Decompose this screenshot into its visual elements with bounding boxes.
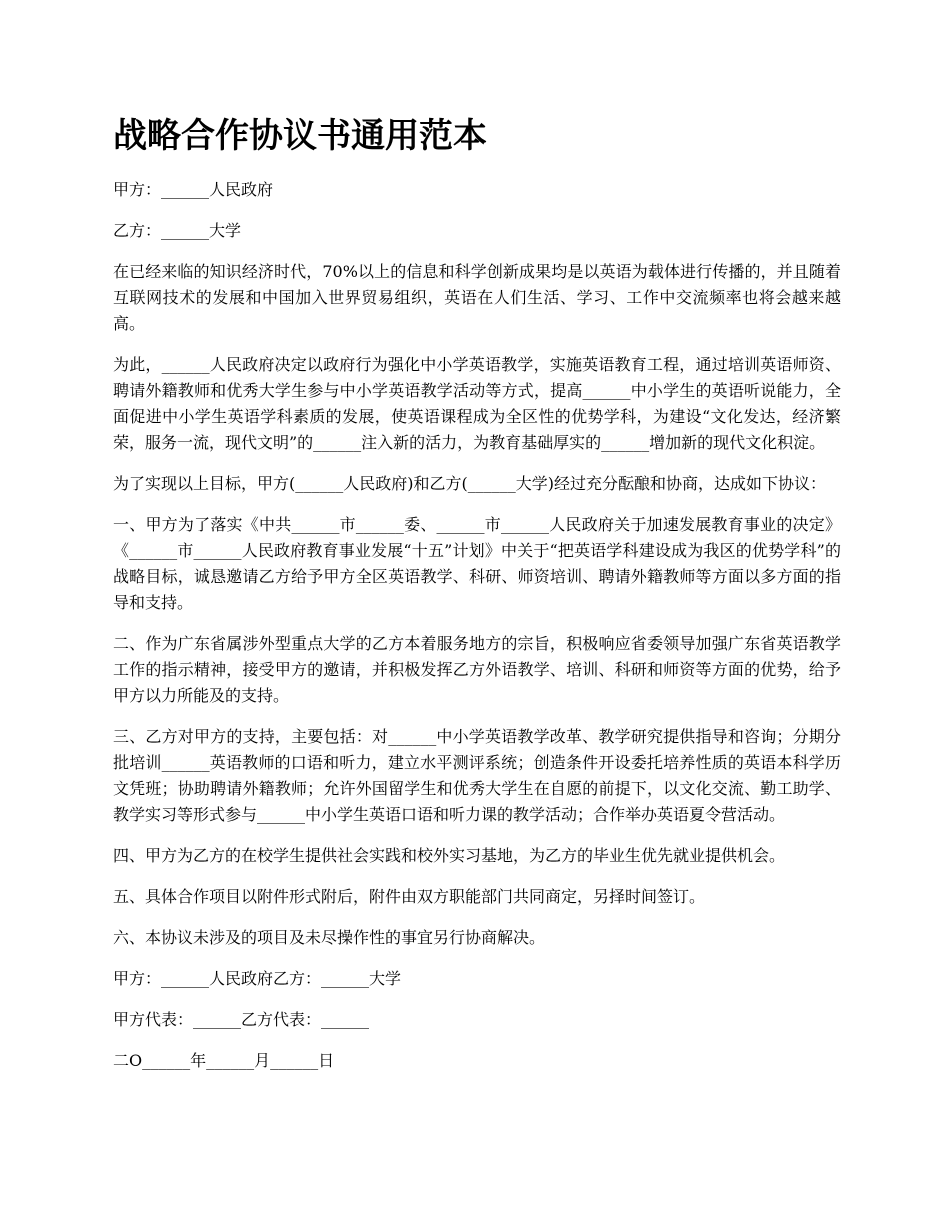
date-line: 二O______年______月______日: [113, 1051, 335, 1070]
paragraph-intro: 在已经来临的知识经济时代，70%以上的信息和科学创新成果均是以英语为载体进行传播的，并且随着互联网技术的发展和中国加入世界贸易组织，英语在人们生活、学习、工作中交流频率也将会越来越高。: [113, 262, 841, 333]
paragraph-agreement: 为了实现以上目标，甲方(______人民政府)和乙方(______大学)经过充分酝酿和协商，达成如下协议：: [113, 474, 826, 493]
clause-6: 六、本协议未涉及的项目及未尽操作性的事宜另行协商解决。: [113, 928, 546, 947]
clause-1: 一、甲方为了落实《中共______市______委、______市______人民政府关于加速发展教育事业的决定》《______市______人民政府教育事业发展“十五”计划》中关于“把英语学科建设成为我区的优势学科”的战略目标，诚恳邀请乙方给予甲方全区英语教学、科研、师资培训、聘请外籍教师等方面以多方面的指导和支持。: [113, 515, 841, 612]
paragraph-purpose: 为此，______人民政府决定以政府行为强化中小学英语教学，实施英语教育工程，通过培训英语师资、聘请外籍教师和优秀大学生参与中小学英语教学活动等方式，提高______中小学生的英语听说能力，全面促进中小学生英语学科素质的发展，使英语课程成为全区性的优势学科，为建设“文化发达，经济繁荣，服务一流，现代文明”的______注入新的活力，为教育基础厚实的______增加新的现代文化积淀。: [113, 355, 841, 452]
document-body: [113, 177, 841, 1089]
document-title: 战略合作协议书通用范本: [113, 116, 487, 156]
signature-parties-line: 甲方：______人民政府乙方：______大学: [113, 969, 402, 988]
clause-4: 四、甲方为乙方的在校学生提供社会实践和校外实习基地，为乙方的毕业生优先就业提供机会。: [113, 846, 786, 865]
party-a-line: 甲方：______人民政府: [113, 180, 274, 199]
clause-2: 二、作为广东省属涉外型重点大学的乙方本着服务地方的宗旨，积极响应省委领导加强广东省英语教学工作的指示精神，接受甲方的邀请，并积极发挥乙方外语教学、培训、科研和师资等方面的优势，给予甲方以力所能及的支持。: [113, 634, 841, 705]
clause-5: 五、具体合作项目以附件形式附后，附件由双方职能部门共同商定，另择时间签订。: [113, 887, 706, 906]
party-b-line: 乙方：______大学: [113, 221, 242, 240]
representatives-line: 甲方代表：______乙方代表：______: [113, 1010, 370, 1029]
clause-3: 三、乙方对甲方的支持，主要包括：对______中小学英语教学改革、教学研究提供指导和咨询；分期分批培训______英语教师的口语和听力，建立水平测评系统；创造条件开设委托培养性质的英语本科学历文凭班；协助聘请外籍教师；允许外国留学生和优秀大学生在自愿的前提下，以文化交流、勤工助学、教学实习等形式参与______中小学生英语口语和听力课的教学活动；合作举办英语夏令营活动。: [113, 727, 841, 824]
